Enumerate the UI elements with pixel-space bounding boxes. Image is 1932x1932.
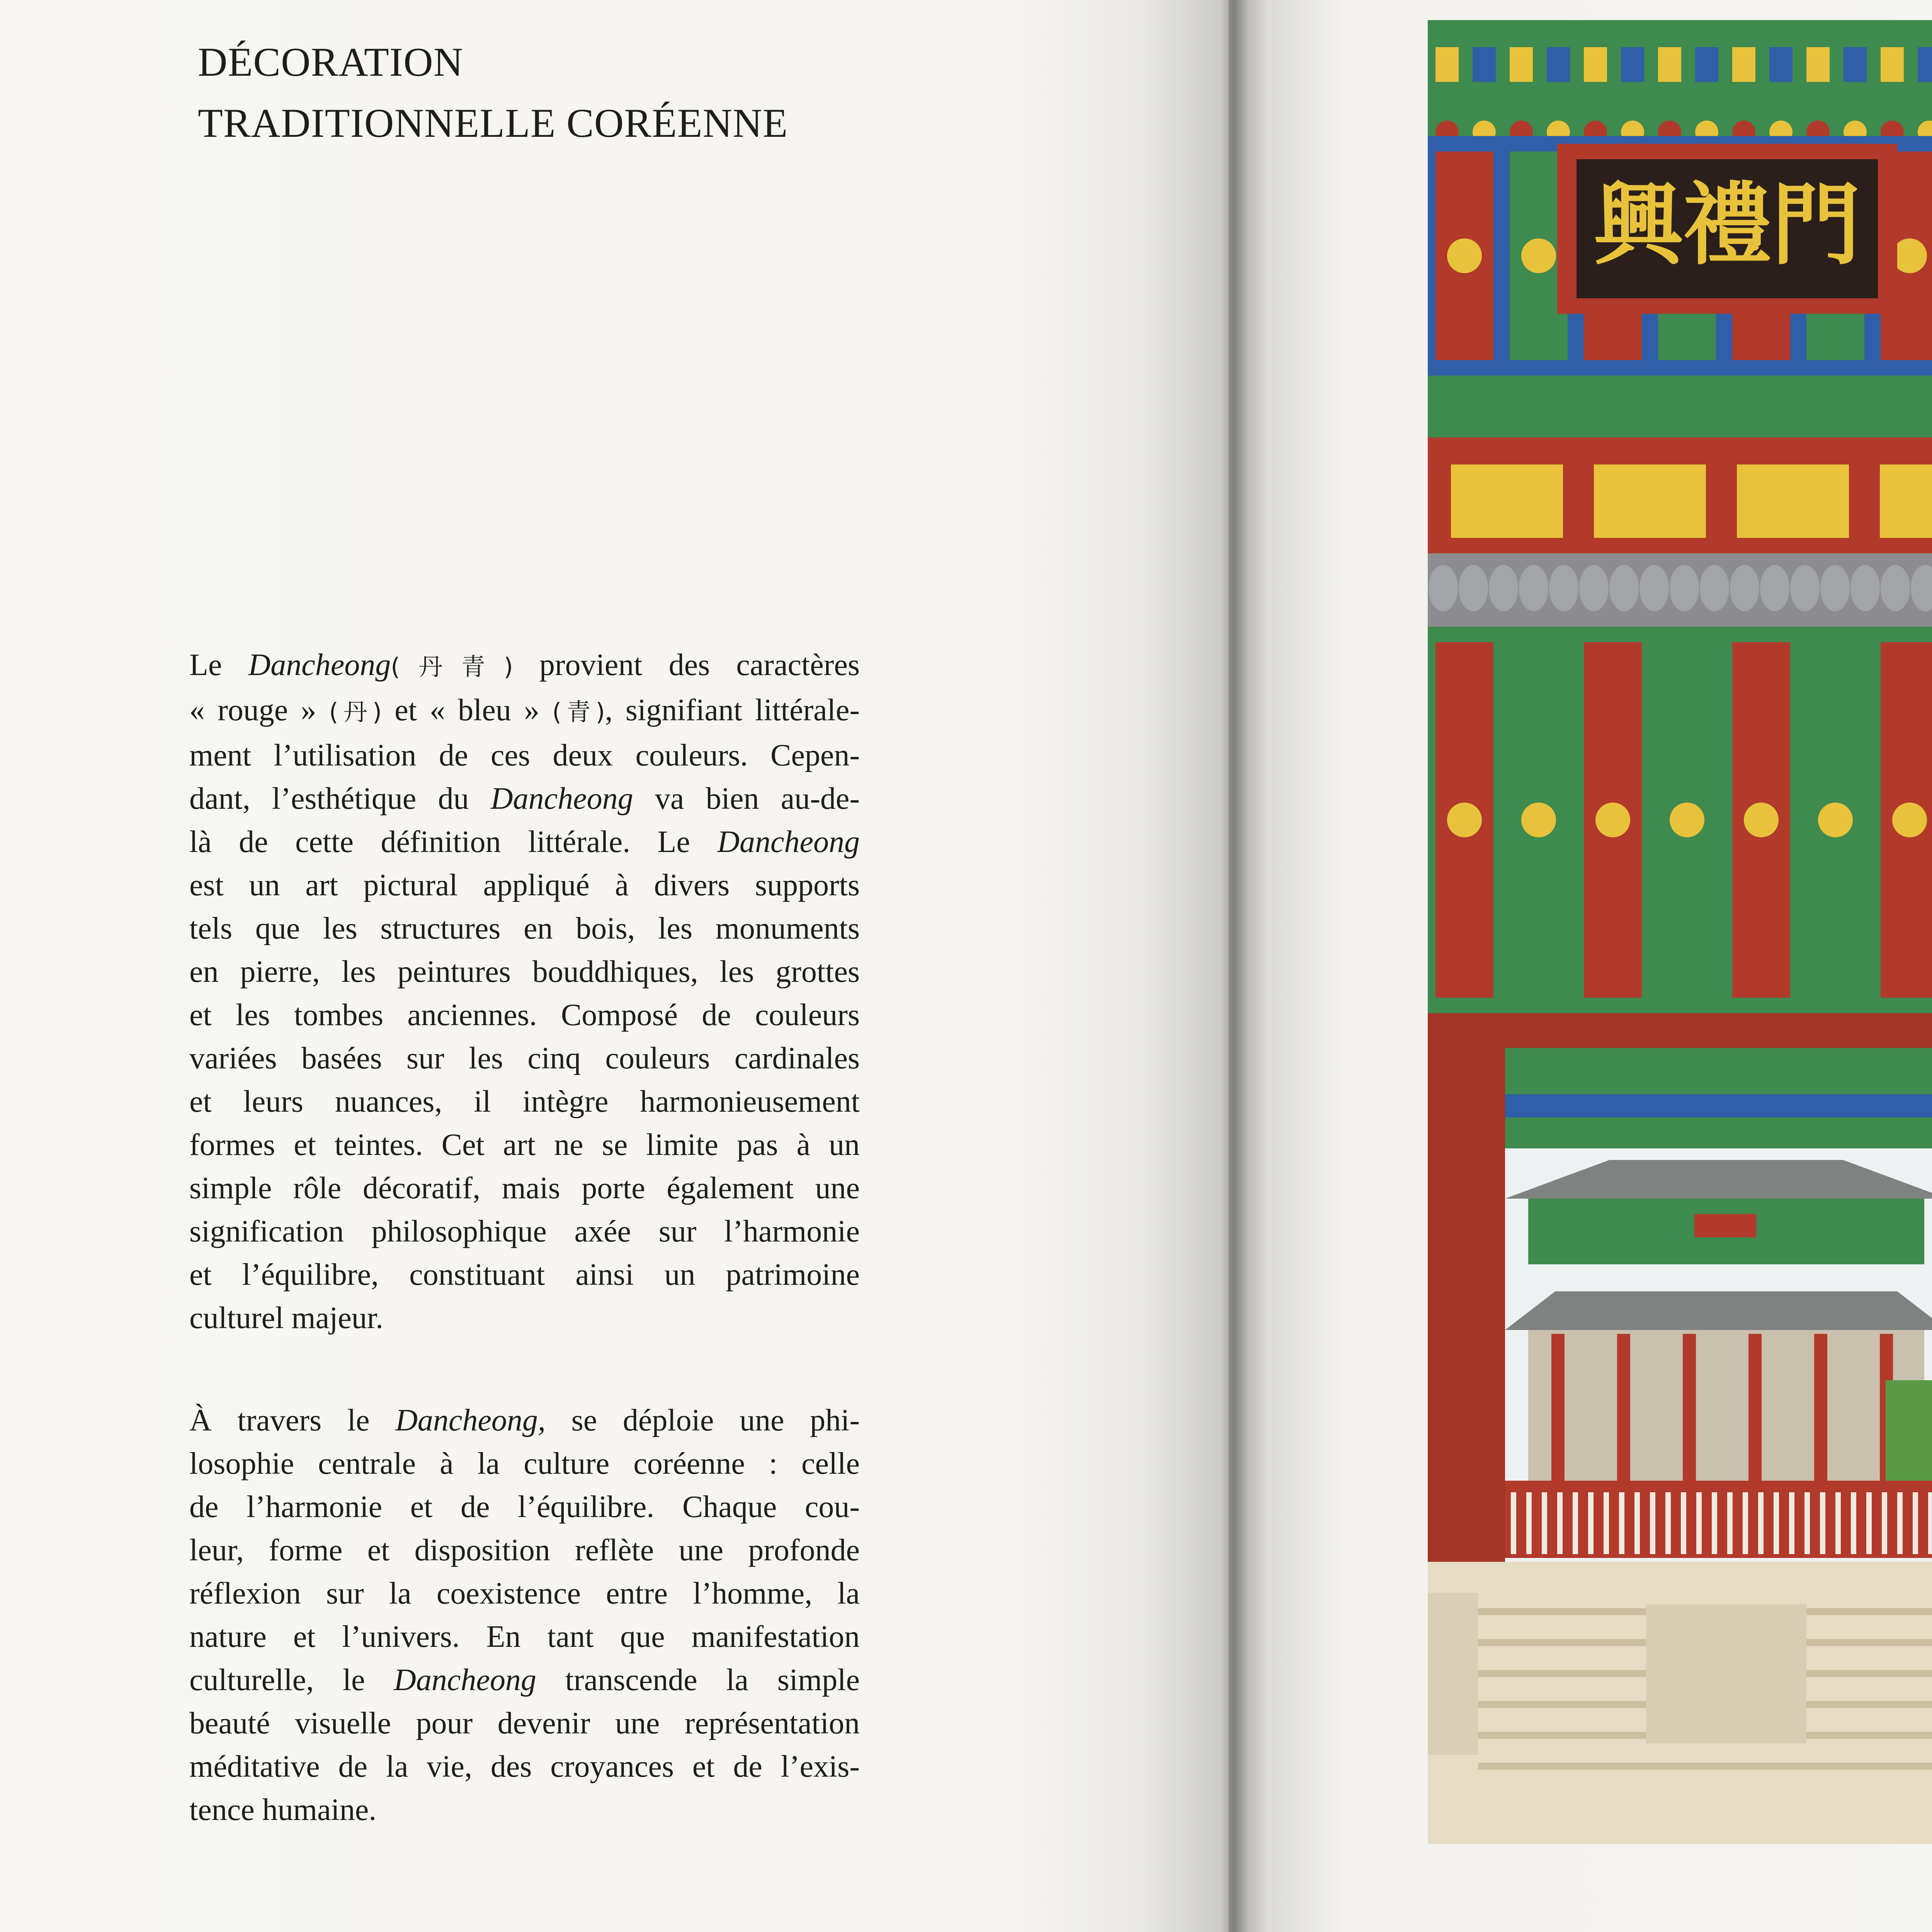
text-run: ment l’utilisation de ces deux couleurs. Cepen-	[189, 738, 860, 772]
roof-tile-end	[1850, 565, 1880, 611]
railing-baluster	[1511, 1492, 1516, 1554]
text-run: se déploie une phi-	[545, 1403, 860, 1437]
roof-tile-end	[1549, 565, 1578, 611]
text-run: culturelle, le	[189, 1663, 394, 1697]
text-run: À travers le	[189, 1403, 396, 1437]
paragraph-line	[189, 993, 860, 1037]
railing-baluster	[1851, 1492, 1856, 1554]
railing-baluster	[1928, 1492, 1932, 1554]
railing-baluster	[1588, 1492, 1594, 1554]
text-run: signification philosophique axée sur l’harmonie	[189, 1214, 860, 1248]
paragraph-line	[189, 1745, 860, 1788]
haetae-statue-left	[1428, 1593, 1478, 1755]
paragraph-line	[189, 864, 860, 907]
paragraph-line	[189, 1123, 860, 1167]
paragraph-line	[189, 1296, 860, 1340]
railing-baluster	[1681, 1492, 1686, 1554]
lattice-panel	[1880, 464, 1932, 538]
paragraph-line	[189, 1788, 860, 1832]
text-run: de l’harmonie et de l’équilibre. Chaque cou-	[189, 1490, 860, 1524]
railing-baluster	[1820, 1492, 1825, 1554]
italic-term: Dancheong	[394, 1663, 536, 1697]
roof-tile-end	[1670, 565, 1699, 611]
text-run: et les tombes anciennes. Composé de couleurs	[189, 998, 860, 1032]
page-title	[198, 32, 893, 154]
railing-baluster	[1789, 1492, 1794, 1554]
dancheong-flower-motif	[1521, 238, 1556, 273]
text-run: beauté visuelle pour devenir une représentation	[189, 1706, 860, 1740]
roof-tile-end	[1790, 565, 1820, 611]
eave-bracket	[1732, 47, 1755, 82]
inner-lintel-pattern	[1505, 1094, 1932, 1117]
railing-baluster	[1557, 1492, 1563, 1554]
distant-hall-roof-lower	[1505, 1291, 1932, 1330]
book-gutter	[1221, 0, 1248, 1932]
roof-tile-end	[1820, 565, 1850, 611]
roof-tile-end	[1519, 565, 1548, 611]
dancheong-flower-motif	[1521, 803, 1556, 837]
dancheong-flower-motif	[1670, 803, 1704, 837]
dancheong-flower-motif	[1818, 803, 1853, 837]
dancheong-flower-motif	[1595, 803, 1630, 837]
eave-bracket	[1695, 47, 1718, 82]
text-run: et leurs nuances, il intègre harmonieusement	[189, 1085, 860, 1119]
text-run: leur, forme et disposition reflète une profonde	[189, 1533, 860, 1567]
hall-column	[1683, 1334, 1696, 1488]
eave-bracket	[1881, 47, 1904, 82]
text-run: va bien au-de-	[633, 782, 860, 816]
stair-carved-slab	[1646, 1604, 1806, 1743]
railing-baluster	[1526, 1492, 1532, 1554]
hall-column	[1551, 1334, 1565, 1488]
text-run: formes et teintes. Cet art ne se limite pas à un	[189, 1128, 860, 1162]
title-line: DÉCORATION	[198, 39, 464, 85]
italic-term: Dancheong	[490, 782, 633, 816]
roof-tile-end	[1429, 565, 1458, 611]
eave-bracket	[1584, 47, 1607, 82]
eave-bracket	[1769, 47, 1793, 82]
eave-bracket	[1844, 47, 1867, 82]
text-run: variées basées sur les cinq couleurs cardinales	[189, 1041, 860, 1075]
paragraph-line	[189, 1080, 860, 1123]
text-run: culturel majeur.	[189, 1301, 384, 1335]
hall-column	[1617, 1334, 1630, 1488]
text-run: tels que les structures en bois, les monuments	[189, 912, 860, 946]
railing-baluster	[1835, 1492, 1841, 1554]
text-run: transcende la simple	[536, 1663, 860, 1697]
paragraph-line	[189, 907, 860, 950]
paragraph-line	[189, 1615, 860, 1658]
eave-bracket	[1435, 47, 1459, 82]
text-run: réflexion sur la coexistence entre l’homme, la	[189, 1577, 860, 1611]
railing-baluster	[1573, 1492, 1578, 1554]
paragraph-line	[189, 820, 860, 864]
roof-tile-end	[1639, 565, 1669, 611]
railing-baluster	[1866, 1492, 1872, 1554]
text-run: losophie centrale à la culture coréenne : celle	[189, 1447, 860, 1481]
railing-baluster	[1804, 1492, 1810, 1554]
railing-baluster	[1743, 1492, 1748, 1554]
eave-bracket	[1806, 47, 1830, 82]
railing-baluster	[1619, 1492, 1624, 1554]
roof-tile-end	[1700, 565, 1729, 611]
eave-bracket	[1918, 47, 1932, 82]
roof-tile-end	[1730, 565, 1759, 611]
distant-hall-lower-story	[1528, 1330, 1924, 1492]
text-run: et « bleu »	[382, 693, 553, 727]
paragraph-line	[189, 1442, 860, 1485]
eave-bracket	[1658, 47, 1681, 82]
text-run: là de cette définition littérale. Le	[189, 825, 718, 859]
railing-baluster	[1696, 1492, 1702, 1554]
paragraph-line	[189, 950, 860, 993]
paragraph-line	[189, 1167, 860, 1210]
italic-term: Dancheong	[717, 825, 860, 859]
text-run: « rouge »	[189, 693, 329, 727]
text-run: est un art pictural appliqué à divers supports	[189, 868, 860, 902]
paragraph-line	[189, 1037, 860, 1080]
text-run: , signifiant littérale-	[605, 693, 860, 727]
eave-bracket	[1621, 47, 1644, 82]
hall-column	[1748, 1334, 1762, 1488]
gate-dancheong-photo	[1428, 20, 1932, 1844]
signboard-text: 興禮門	[1594, 174, 1861, 277]
paragraph-line	[189, 734, 860, 777]
railing-baluster	[1542, 1492, 1547, 1554]
eave-bracket	[1473, 47, 1496, 82]
title-line: TRADITIONNELLE CORÉENNE	[198, 100, 788, 146]
hall-column	[1814, 1334, 1827, 1488]
text-run: dant, l’esthétique du	[189, 782, 491, 816]
paragraph-line	[189, 1399, 860, 1442]
railing-baluster	[1882, 1492, 1887, 1554]
paragraph-line	[189, 643, 860, 689]
lattice-panel	[1737, 464, 1849, 538]
railing-baluster	[1712, 1492, 1717, 1554]
paragraph-line	[189, 1210, 860, 1253]
text-run: nature et l’univers. En tant que manifestation	[189, 1620, 860, 1654]
text-run: simple rôle décoratif, mais porte également une	[189, 1171, 860, 1205]
railing-baluster	[1758, 1492, 1764, 1554]
roof-tile-end	[1881, 565, 1910, 611]
text-run: en pierre, les peintures bouddhiques, les grottes	[189, 955, 860, 989]
eave-bracket	[1547, 47, 1570, 82]
railing-baluster	[1634, 1492, 1640, 1554]
lattice-panel	[1594, 464, 1706, 538]
paragraph-intro	[189, 643, 860, 1340]
paragraph-line	[189, 1572, 860, 1615]
dancheong-flower-motif	[1892, 803, 1927, 837]
paragraph-line	[189, 1529, 860, 1572]
railing-baluster	[1665, 1492, 1671, 1554]
roof-tile-end	[1459, 565, 1488, 611]
dancheong-flower-motif	[1892, 238, 1927, 273]
paragraph-line	[189, 1253, 860, 1296]
text-run: tence humaine.	[189, 1793, 377, 1827]
hanja-characters: (丹)	[329, 698, 382, 726]
paragraph-line	[189, 689, 860, 734]
roof-tile-end	[1489, 565, 1518, 611]
paragraph-line	[189, 1702, 860, 1745]
italic-term: Dancheong,	[395, 1403, 546, 1437]
lattice-panel	[1451, 464, 1563, 538]
hanja-characters: (丹青)	[391, 653, 513, 681]
roof-tile-end	[1579, 565, 1609, 611]
paragraph-line	[189, 1485, 860, 1529]
dancheong-flower-motif	[1744, 803, 1779, 837]
railing-baluster	[1650, 1492, 1655, 1554]
italic-term: Dancheong	[248, 648, 391, 682]
eave-bracket	[1510, 47, 1533, 82]
hanja-characters: (青)	[552, 698, 605, 726]
paragraph-philosophy	[189, 1399, 860, 1832]
tree-foliage	[1886, 1380, 1932, 1492]
railing-baluster	[1774, 1492, 1779, 1554]
railing-baluster	[1913, 1492, 1918, 1554]
railing-baluster	[1727, 1492, 1733, 1554]
roof-tile-end	[1609, 565, 1639, 611]
railing-baluster	[1897, 1492, 1903, 1554]
text-run: méditative de la vie, des croyances et de l’exis-	[189, 1750, 860, 1784]
text-run: et l’équilibre, constituant ainsi un patrimoine	[189, 1258, 860, 1292]
dancheong-flower-motif	[1447, 238, 1482, 273]
paragraph-line	[189, 1658, 860, 1702]
text-run: Le	[189, 648, 248, 682]
dancheong-flower-motif	[1447, 803, 1482, 837]
railing-baluster	[1604, 1492, 1609, 1554]
stair-step-edge	[1478, 1763, 1932, 1770]
roof-tile-end	[1760, 565, 1789, 611]
distant-hall-signboard	[1694, 1214, 1756, 1237]
paragraph-line	[189, 777, 860, 820]
text-run: provient des caractères	[513, 648, 860, 682]
